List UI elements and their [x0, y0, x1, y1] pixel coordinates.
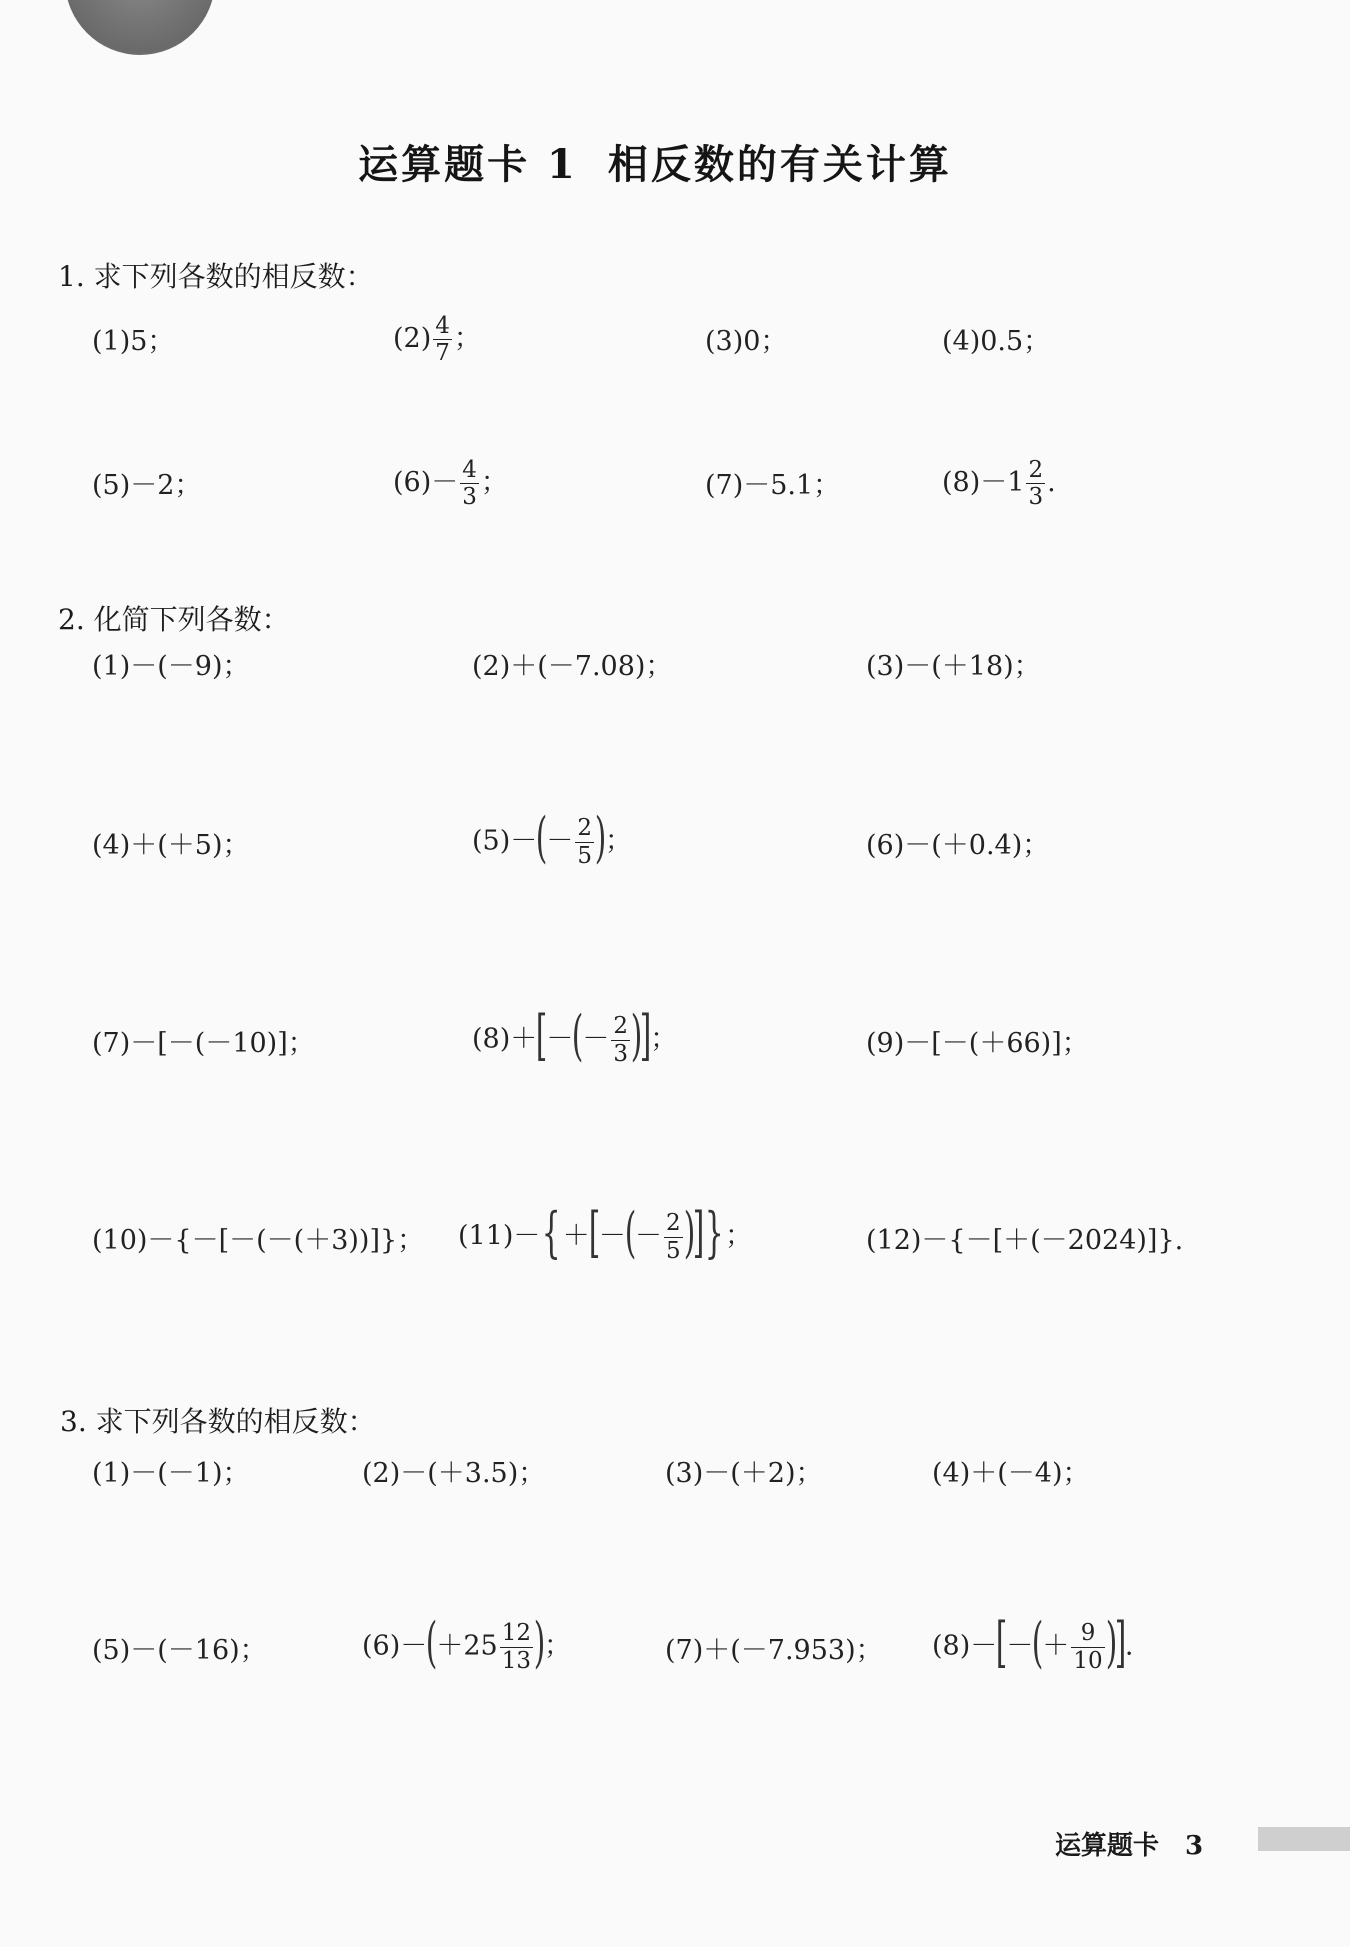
section-3-heading: 3. 求下列各数的相反数：	[60, 1405, 376, 1438]
s1-item-2: (2) $\frac{4}{7}$ ；	[393, 313, 481, 367]
s2-item-2: (2)＋(－7.08)；	[472, 651, 673, 682]
fraction: $\frac{4}{3}$	[462, 457, 477, 511]
s2-item-11: (11)－{＋[－(－ $\frac{2}{5}$ )]}；	[458, 1201, 753, 1264]
fraction: $\frac{2}{3}$	[613, 1013, 629, 1067]
s3-item-4: (4)＋(－4)；	[932, 1458, 1090, 1489]
page-title	[0, 133, 1310, 190]
fraction: $\frac{12}{13}$	[501, 1620, 531, 1674]
fraction: $\frac{9}{10}$	[1073, 1620, 1103, 1674]
s3-item-7: (7)＋(－7.953)；	[665, 1635, 883, 1666]
s1-item-1: (1)5；	[92, 326, 175, 357]
section-2-heading: 2. 化简下列各数：	[58, 603, 290, 636]
title-card: 运算题卡 1	[358, 141, 578, 188]
s2-item-7: (7)－[－(－10)]；	[92, 1028, 315, 1059]
s1-item-4: (4)0.5；	[942, 326, 1051, 357]
s1-item-5: (5)－2；	[92, 470, 202, 501]
corner-tab-decoration	[65, 0, 215, 55]
s2-item-3: (3)－(＋18)；	[866, 651, 1041, 682]
s1-item-6: (6)－ $\frac{4}{3}$ ；	[393, 457, 508, 511]
s1-item-7: (7)－5.1；	[705, 470, 841, 501]
s3-item-3: (3)－(＋2)；	[665, 1458, 823, 1489]
s3-item-8: (8)－[－(＋ $\frac{9}{10}$ )].	[932, 1611, 1134, 1674]
footer-tab-bar	[1258, 1827, 1350, 1851]
fraction: $\frac{2}{5}$	[577, 815, 592, 869]
fraction: $\frac{2}{5}$	[665, 1210, 681, 1264]
s2-item-10: (10)－{－[－(－(＋3))]}；	[92, 1225, 425, 1256]
fraction: $\frac{4}{7}$	[435, 313, 450, 367]
s3-item-1: (1)－(－1)；	[92, 1458, 250, 1489]
s2-item-5: (5)－(－ $\frac{2}{5}$ )；	[472, 806, 633, 869]
s2-item-8: (8)＋[－(－ $\frac{2}{3}$ )]；	[472, 1004, 678, 1067]
s1-item-8: (8)－1 $\frac{2}{3}$ .	[942, 457, 1056, 511]
s3-item-5: (5)－(－16)；	[92, 1635, 267, 1666]
footer-label: 运算题卡	[1055, 1831, 1160, 1861]
s3-item-2: (2)－(＋3.5)；	[362, 1458, 546, 1489]
s2-item-9: (9)－[－(＋66)]；	[866, 1028, 1089, 1059]
page-footer	[1055, 1825, 1203, 1862]
section-1-heading: 1. 求下列各数的相反数：	[58, 260, 374, 293]
s2-item-4: (4)＋(＋5)；	[92, 830, 250, 861]
s2-item-12: (12)－{－[＋(－2024)]}.	[866, 1225, 1184, 1256]
s2-item-6: (6)－(＋0.4)；	[866, 830, 1050, 861]
page-number: 3	[1185, 1831, 1204, 1861]
s3-item-6: (6)－(＋25 $\frac{12}{13}$ )；	[362, 1611, 572, 1674]
s2-item-1: (1)－(－9)；	[92, 651, 250, 682]
fraction: $\frac{2}{3}$	[1028, 457, 1044, 511]
title-topic: 相反数的有关计算	[607, 141, 952, 188]
s1-item-3: (3)0；	[705, 326, 788, 357]
